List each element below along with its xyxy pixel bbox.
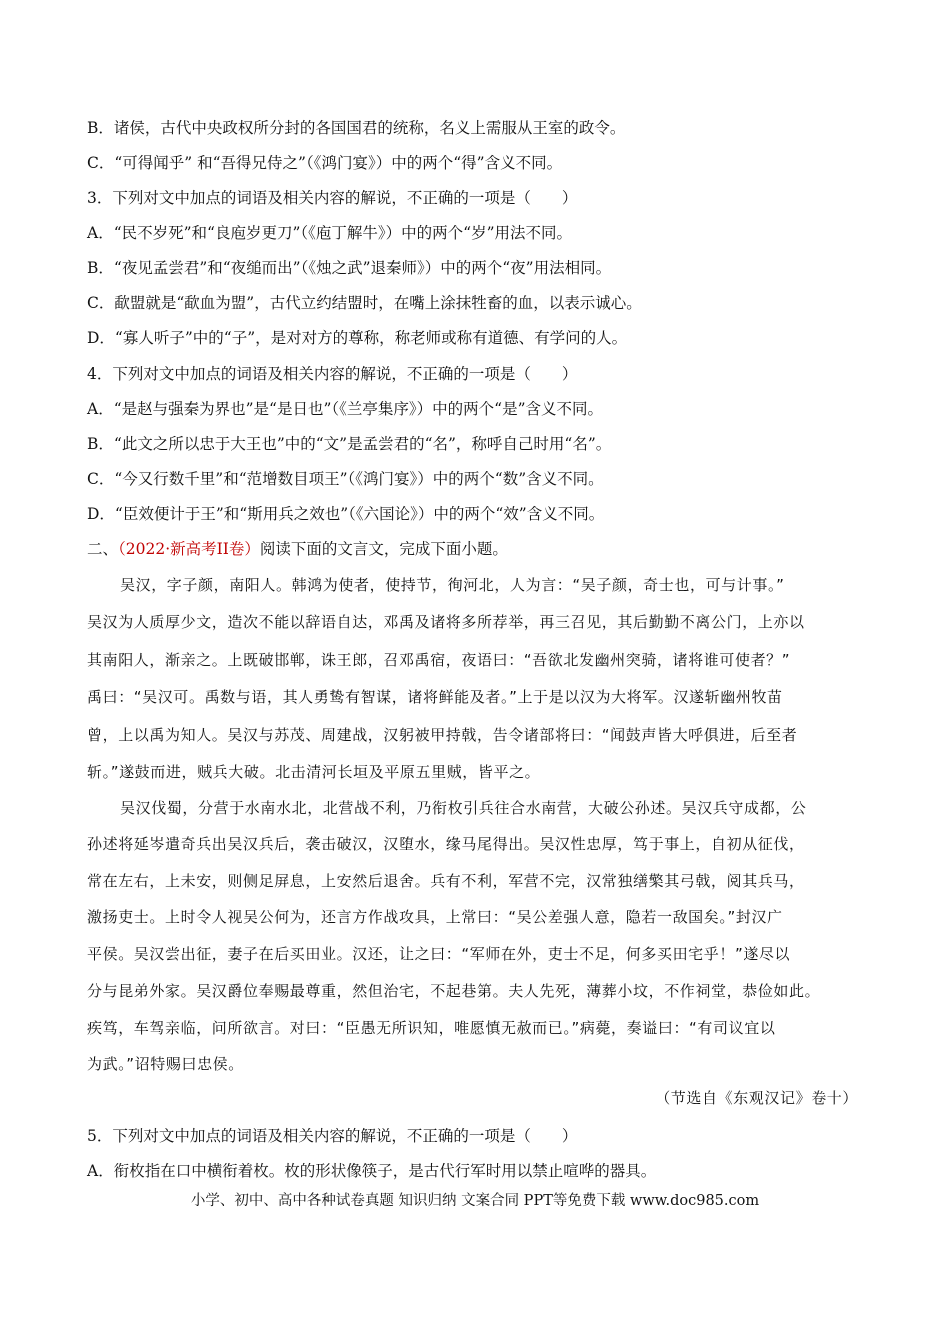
section-2-source: （2022·新高考II卷）: [118, 540, 260, 558]
passage-line: 吴汉为人质厚少文，造次不能以辞语自达，邓禹及诸将多所荐举，再三召见，其后勤勤不离公门，上亦以: [87, 613, 805, 631]
passage-line: 激扬吏士。上时令人视吴公何为，还言方作战攻具，上常曰：“吴公差强人意，隐若一敌国矣。”封汉广: [87, 908, 783, 926]
passage-line: 疾笃，车驾亲临，问所欲言。对曰：“臣愚无所识知，唯愿慎无赦而已。”病薨，奏谥曰：“有司议宜以: [87, 1019, 776, 1037]
passage-line: 吴汉伐蜀，分营于水南水北，北营战不利，乃衔枚引兵往合水南营，大破公孙述。吴汉兵守成都，公: [120, 799, 807, 817]
section-2-instruction: 阅读下面的文言文，完成下面小题。: [259, 540, 508, 558]
question-4-option-b: B．“此文之所以忠于大王也”中的“文”是孟尝君的“名”，称呼自己时用“名”。: [87, 435, 612, 453]
question-3-stem: 3．下列对文中加点的词语及相关内容的解说，不正确的一项是（ ）: [87, 189, 578, 207]
passage-line: 其南阳人，渐亲之。上既破邯郸，诛王郎，召邓禹宿，夜语曰：“吾欲北发幽州突骑，诸将谁可使者？”: [87, 651, 791, 669]
question-3-option-b: B．“夜见孟尝君”和“夜缒而出”（《烛之武”退秦师》）中的两个“夜”用法相同。: [87, 259, 612, 277]
option-c-line: C．“可得闻乎” 和“吾得兄侍之”（《鸿门宴》）中的两个“得”含义不同。: [87, 154, 563, 172]
question-4-stem: 4．下列对文中加点的词语及相关内容的解说，不正确的一项是（ ）: [87, 365, 578, 383]
passage-line: 曾，上以禹为知人。吴汉与苏茂、周建战，汉躬被甲持戟，告令诸部将曰：“闻鼓声皆大呼俱进，后至者: [87, 726, 798, 744]
passage-attribution: （节选自《东观汉记》卷十）: [655, 1089, 858, 1107]
section-2-prefix: 二、: [87, 540, 119, 558]
passage-line: 平侯。吴汉尝出征，妻子在后买田业。汉还，让之曰：“军师在外，吏士不足，何多买田宅乎！”遂尽以: [87, 945, 791, 963]
passage-line: 分与昆弟外家。吴汉爵位奉赐最尊重，然但治宅，不起巷第。夫人先死，薄葬小坟，不作祠堂，恭俭如此。: [87, 982, 821, 1000]
passage-line: 孙述将延岑遣奇兵出吴汉兵后，袭击破汉，汉堕水，缘马尾得出。吴汉性忠厚，笃于事上，自初从征伐，: [87, 835, 805, 853]
question-3-option-c: C．歃盟就是“歃血为盟”，古代立约结盟时，在嘴上涂抹牲畜的血，以表示诚心。: [87, 294, 642, 312]
passage-line: 禹曰：“吴汉可。禹数与语，其人勇鸷有智谋，诸将鲜能及者。”上于是以汉为大将军。汉遂斩幽州牧苗: [87, 688, 783, 706]
question-5-stem: 5．下列对文中加点的词语及相关内容的解说，不正确的一项是（ ）: [87, 1127, 578, 1145]
question-4-option-a: A．“是赵与强秦为界也”是“是日也”（《兰亭集序》）中的两个“是”含义不同。: [87, 400, 603, 418]
page-footer: 小学、初中、高中各种试卷真题 知识归纳 文案合同 PPT等免费下载 www.doc985.com: [190, 1193, 760, 1209]
question-3-option-a: A．“民不岁死”和“良庖岁更刀”（《庖丁解牛》）中的两个“岁”用法不同。: [87, 224, 572, 242]
option-b-line: B．诸侯，古代中央政权所分封的各国国君的统称，名义上需服从王室的政令。: [87, 119, 626, 137]
passage-line: 为武。”诏特赐曰忠侯。: [87, 1055, 244, 1073]
passage-line: 常在左右，上未安，则侧足屏息，上安然后退舍。兵有不利，军营不完，汉常独缮檠其弓戟，阅其兵马，: [87, 872, 805, 890]
passage-line: 斩。”遂鼓而进，贼兵大破。北击清河长垣及平原五里贼，皆平之。: [87, 763, 541, 781]
question-5-option-a: A．衔枚指在口中横衔着枚。枚的形状像筷子，是古代行军时用以禁止喧哗的器具。: [87, 1162, 657, 1180]
passage-line: 吴汉，字子颜，南阳人。韩鸿为使者，使持节，徇河北，人为言：“吴子颜，奇士也，可与计事。”: [120, 576, 785, 594]
question-4-option-c: C．“今又行数千里”和“范增数目项王”（《鸿门宴》）中的两个“数”含义不同。: [87, 470, 604, 488]
question-4-option-d: D．“臣效便计于王”和“斯用兵之效也”（《六国论》）中的两个“效”含义不同。: [87, 505, 605, 523]
question-3-option-d: D．“寡人听子”中的“子”，是对对方的尊称，称老师或称有道德、有学问的人。: [87, 329, 628, 347]
section-2-heading: [87, 539, 890, 559]
